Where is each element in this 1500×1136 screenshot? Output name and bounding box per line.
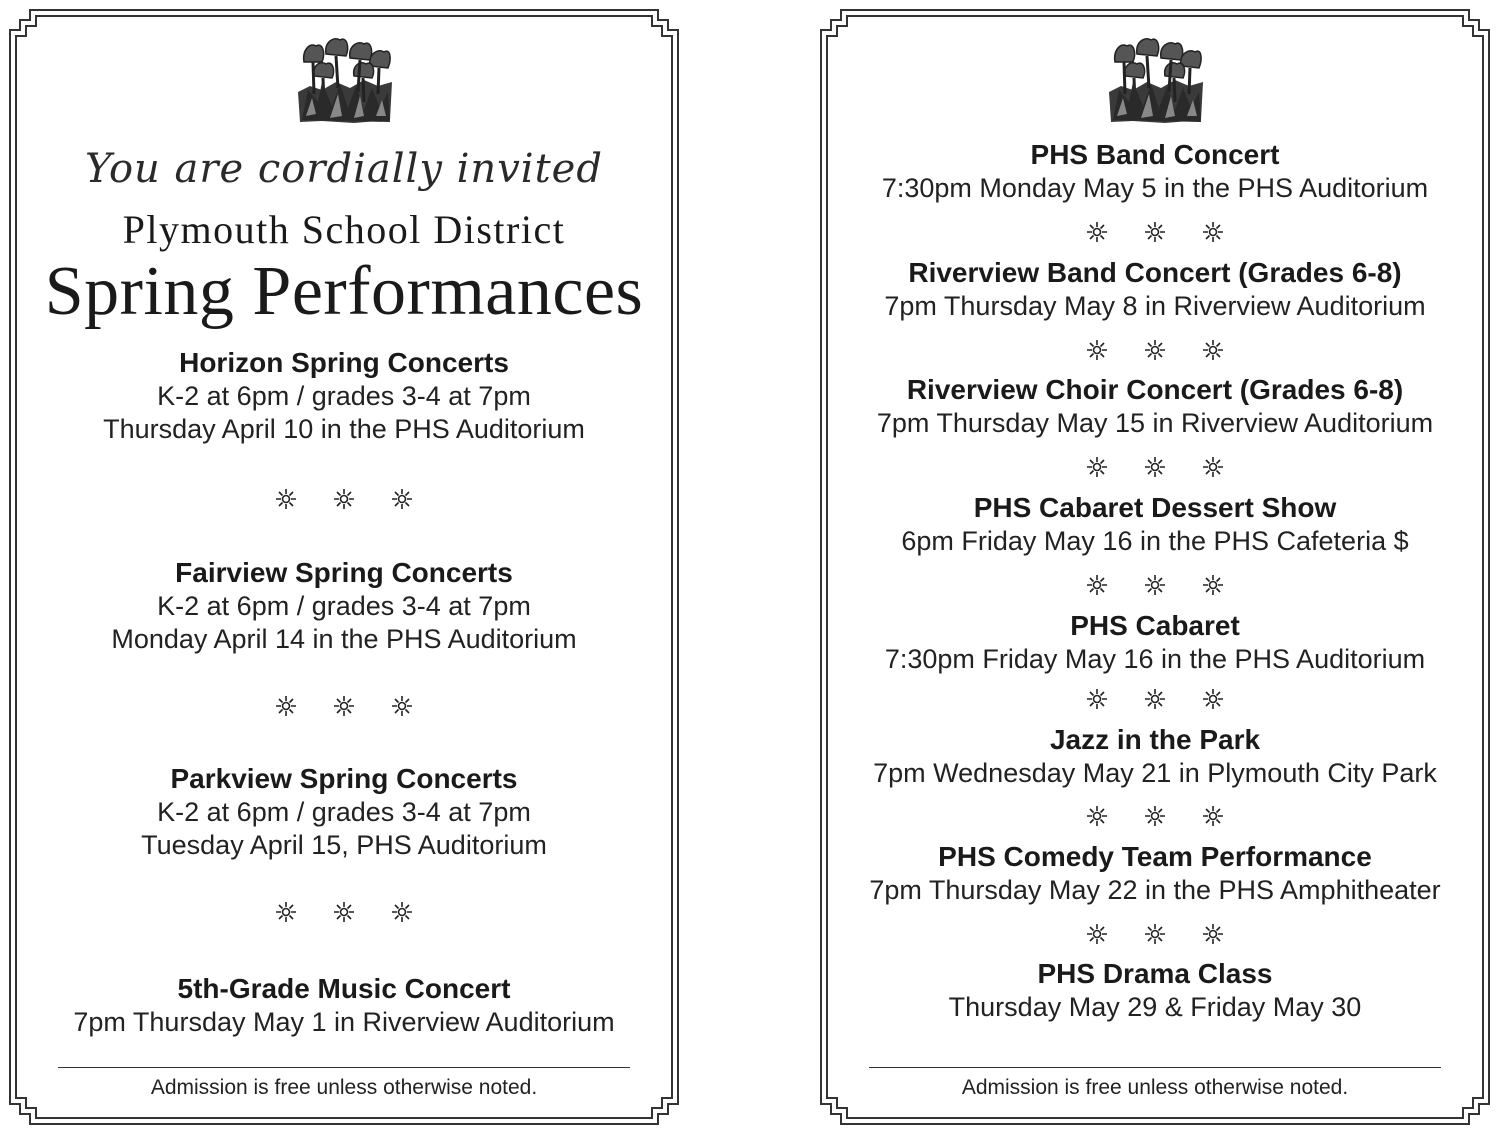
right-invitation-card bbox=[817, 6, 1493, 1128]
admission-note: Admission is free unless otherwise noted. bbox=[150, 1076, 538, 1099]
event-detail: Thursday April 10 in the PHS Auditorium bbox=[103, 414, 585, 444]
flower-ornament-icon bbox=[274, 900, 414, 924]
event-name: PHS Comedy Team Performance bbox=[938, 841, 1372, 872]
event-detail: 7pm Thursday May 8 in Riverview Auditorium bbox=[884, 291, 1426, 321]
event-drama-class bbox=[817, 957, 1493, 1024]
event-fairview bbox=[6, 556, 682, 656]
event-detail: K-2 at 6pm / grades 3-4 at 7pm bbox=[157, 797, 531, 827]
admission-note: Admission is free unless otherwise noted. bbox=[961, 1076, 1349, 1099]
event-name: Parkview Spring Concerts bbox=[170, 763, 518, 794]
flower-ornament-icon bbox=[1085, 922, 1225, 946]
event-detail: 7pm Thursday May 1 in Riverview Auditorium bbox=[73, 1007, 615, 1037]
flower-ornament-icon bbox=[1085, 687, 1225, 711]
page-title: Spring Performances bbox=[44, 253, 644, 330]
event-detail: K-2 at 6pm / grades 3-4 at 7pm bbox=[157, 591, 531, 621]
event-phs-band bbox=[817, 138, 1493, 205]
event-detail: 7pm Thursday May 15 in Riverview Auditorium bbox=[876, 408, 1434, 438]
invite-heading: You are cordially invited bbox=[85, 146, 603, 192]
event-detail: 7:30pm Friday May 16 in the PHS Auditorium bbox=[884, 644, 1426, 674]
district-name: Plymouth School District bbox=[122, 207, 566, 252]
event-detail: Tuesday April 15, PHS Auditorium bbox=[141, 830, 547, 860]
event-riverview-band bbox=[817, 256, 1493, 323]
flower-ornament-icon bbox=[274, 694, 414, 718]
event-name: Horizon Spring Concerts bbox=[179, 347, 509, 378]
flower-ornament-icon bbox=[1085, 804, 1225, 828]
event-detail: 7:30pm Monday May 5 in the PHS Auditorium bbox=[881, 173, 1429, 203]
event-name: Fairview Spring Concerts bbox=[175, 557, 513, 588]
event-name: Riverview Choir Concert (Grades 6-8) bbox=[906, 374, 1404, 405]
event-detail: 6pm Friday May 16 in the PHS Cafeteria $ bbox=[901, 526, 1409, 556]
event-detail: Thursday May 29 & Friday May 30 bbox=[948, 992, 1362, 1022]
event-5th-grade bbox=[6, 972, 682, 1039]
tulip-flowers-icon bbox=[292, 32, 396, 124]
event-comedy-team bbox=[817, 840, 1493, 907]
event-riverview-choir bbox=[817, 373, 1493, 440]
event-horizon bbox=[6, 346, 682, 446]
event-name: Jazz in the Park bbox=[1049, 724, 1261, 755]
event-name: PHS Band Concert bbox=[1030, 139, 1280, 170]
left-invitation-card bbox=[6, 6, 682, 1128]
event-name: PHS Cabaret bbox=[1070, 610, 1240, 641]
event-name: Riverview Band Concert (Grades 6-8) bbox=[908, 257, 1402, 288]
footer-divider bbox=[869, 1067, 1441, 1068]
event-detail: 7pm Wednesday May 21 in Plymouth City Park bbox=[873, 758, 1437, 788]
event-jazz-park bbox=[817, 723, 1493, 790]
flower-ornament-icon bbox=[1085, 455, 1225, 479]
footer-divider bbox=[58, 1067, 630, 1068]
event-parkview bbox=[6, 762, 682, 862]
event-detail: 7pm Thursday May 22 in the PHS Amphitheater bbox=[869, 875, 1441, 905]
event-cabaret bbox=[817, 609, 1493, 676]
event-detail: Monday April 14 in the PHS Auditorium bbox=[111, 624, 577, 654]
event-name: PHS Drama Class bbox=[1037, 958, 1273, 989]
flower-ornament-icon bbox=[274, 487, 414, 511]
event-cabaret-dessert bbox=[817, 491, 1493, 558]
tulip-flowers-icon bbox=[1103, 32, 1207, 124]
event-name: PHS Cabaret Dessert Show bbox=[973, 492, 1337, 523]
event-name: 5th-Grade Music Concert bbox=[177, 973, 511, 1004]
flower-ornament-icon bbox=[1085, 338, 1225, 362]
flower-ornament-icon bbox=[1085, 220, 1225, 244]
event-detail: K-2 at 6pm / grades 3-4 at 7pm bbox=[157, 381, 531, 411]
flower-ornament-icon bbox=[1085, 573, 1225, 597]
